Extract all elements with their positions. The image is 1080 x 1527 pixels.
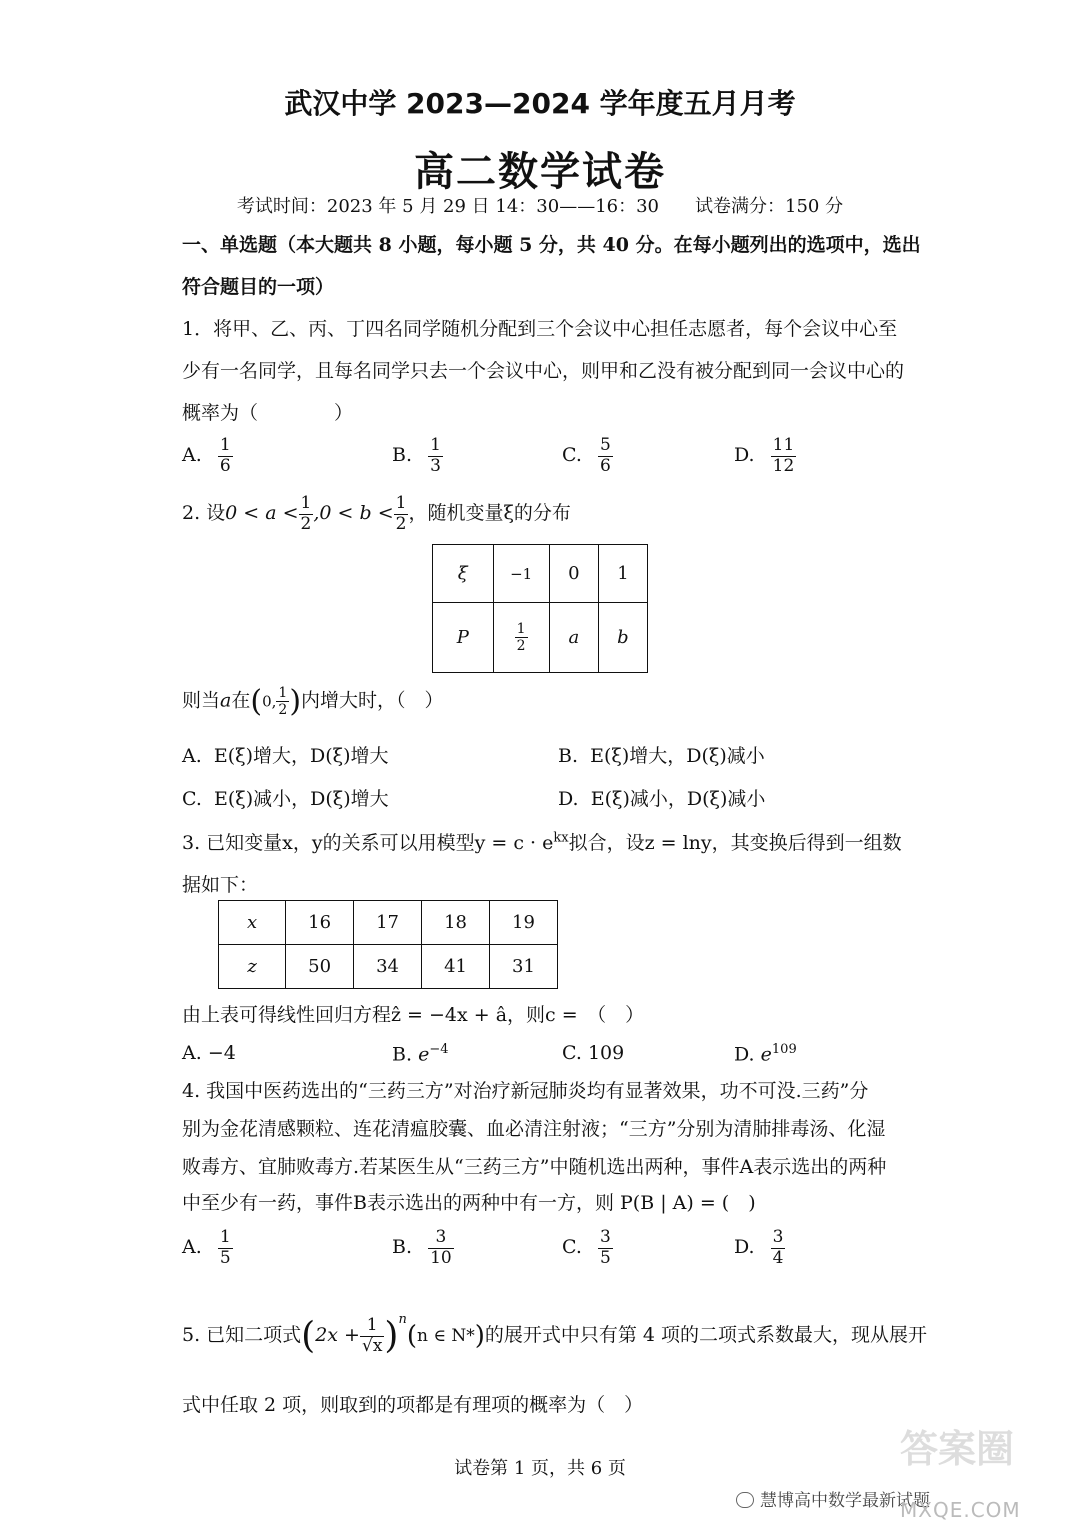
fraction: $\frac{1}{6}$ bbox=[219, 435, 231, 476]
q4-option-c: C. $\frac{3}{5}$ bbox=[562, 1227, 611, 1268]
fraction: $\frac{1}{2}$ bbox=[395, 493, 407, 534]
fraction: $\frac{1}{3}$ bbox=[430, 435, 441, 476]
table-cell: 0 bbox=[549, 545, 598, 603]
table-cell: 18 bbox=[422, 901, 490, 945]
q2-stem: 2. 设0 < a < $\frac{1}{2}$ ,0 < b < $\frac{1}{2}$ ，随机变量ξ的分布 bbox=[182, 493, 571, 534]
fraction: $\frac{1}{5}$ bbox=[219, 1227, 231, 1268]
wechat-icon bbox=[736, 1492, 754, 1508]
section-heading-line2: 符合题目的一项） bbox=[182, 276, 335, 298]
q1-line1: 1．将甲、乙、丙、丁四名同学随机分配到三个会议中心担任志愿者，每个会议中心至 bbox=[182, 318, 898, 340]
site-watermark: MXQE.COM bbox=[900, 1498, 1021, 1522]
q4-option-a: A. $\frac{1}{5}$ bbox=[182, 1227, 231, 1268]
option-label: A. bbox=[182, 444, 202, 467]
fraction: $\frac{3}{5}$ bbox=[599, 1227, 611, 1268]
q5-line2: 式中任取 2 项，则取到的项都是有理项的概率为（ ） bbox=[182, 1394, 644, 1416]
q3-data-table bbox=[218, 900, 558, 989]
q2-option-d: D. E(ξ)减小，D(ξ)减小 bbox=[558, 788, 766, 810]
q3-option-d: D. $e^{109}$ bbox=[734, 1042, 797, 1066]
fraction: $\frac{5}{6}$ bbox=[599, 435, 611, 476]
q1-option-c bbox=[562, 436, 613, 476]
table-cell: P bbox=[433, 603, 494, 673]
exam-title: 武汉中学 2023—2024 学年度五月月考 bbox=[284, 87, 796, 120]
table-cell: 31 bbox=[490, 945, 558, 989]
fraction: $\frac{11}{12}$ bbox=[772, 435, 795, 476]
q2-option-c: C. E(ξ)减小，D(ξ)增大 bbox=[182, 788, 389, 810]
table-cell: 41 bbox=[422, 945, 490, 989]
q4-option-b: B. $\frac{3}{10}$ bbox=[392, 1227, 452, 1268]
table-cell: a bbox=[549, 603, 598, 673]
fraction: $\frac{3}{4}$ bbox=[772, 1227, 784, 1268]
table-cell: 1 bbox=[598, 545, 647, 603]
q1-option-b bbox=[392, 436, 443, 476]
fraction: $\frac{1}{2}$ bbox=[278, 684, 288, 718]
table-cell: ξ bbox=[433, 545, 494, 603]
fraction: $\frac{3}{10}$ bbox=[430, 1227, 452, 1268]
stamp-watermark: 答案圈 bbox=[900, 1427, 1015, 1471]
table-cell: −1 bbox=[493, 545, 549, 603]
q2-distribution-table bbox=[432, 544, 648, 673]
q4-line2: 别为金花清感颗粒、连花清瘟胶囊、血必清注射液；“三方”分别为清肺排毒汤、化湿 bbox=[182, 1118, 886, 1140]
option-label: B. bbox=[392, 444, 413, 467]
table-cell: 50 bbox=[286, 945, 354, 989]
q3-option-c: C. 109 bbox=[562, 1042, 625, 1064]
table-cell: x bbox=[219, 901, 286, 945]
table-cell: 19 bbox=[490, 901, 558, 945]
q2-ask: 则当a在(0, $\frac{1}{2}$ )内增大时，（ ） bbox=[182, 684, 444, 719]
q4-line4: 中至少有一药，事件B表示选出的两种中有一方，则 P(B | A) = ( ) bbox=[182, 1192, 756, 1214]
section-heading-line1: 一、单选题（本大题共 8 小题，每小题 5 分，共 40 分。在每小题列出的选项中，选出 bbox=[182, 234, 921, 256]
table-cell: 16 bbox=[286, 901, 354, 945]
q1-option-a bbox=[182, 436, 233, 476]
q3-option-b: B. $e^{-4}$ bbox=[392, 1042, 449, 1066]
wechat-watermark: 慧博高中数学最新试题 bbox=[736, 1486, 930, 1511]
option-label: C. bbox=[562, 444, 582, 467]
q3-option-a: A. −4 bbox=[182, 1042, 236, 1064]
q2-option-a: A. E(ξ)增大，D(ξ)增大 bbox=[182, 745, 389, 767]
table-cell: 17 bbox=[354, 901, 422, 945]
q5-line1: 5. 已知二项式(2x + $\frac{1}{√x}$ )$^n$(n ∈ N*)的展开式中只有第 4 项的二项式系数最大，现从展开 bbox=[182, 1312, 928, 1357]
table-cell: b bbox=[598, 603, 647, 673]
fraction: $\frac{1}{√x}$ bbox=[361, 1314, 383, 1356]
q2-option-b: B. E(ξ)增大，D(ξ)减小 bbox=[558, 745, 765, 767]
fraction: $\frac{1}{2}$ bbox=[300, 493, 312, 534]
page-number: 试卷第 1 页，共 6 页 bbox=[454, 1458, 626, 1479]
table-cell: $\frac{1}{2}$ bbox=[493, 603, 549, 673]
table-cell: z bbox=[219, 945, 286, 989]
exam-info: 考试时间：2023 年 5 月 29 日 14：30——16：30 试卷满分：150 分 bbox=[236, 196, 844, 217]
q3-line1: 3. 已知变量x，y的关系可以用模型$y = c \cdot e^{kx}$拟合，设z = lny，其变换后得到一组数 bbox=[182, 830, 902, 854]
q4-line1: 4. 我国中医药选出的“三药三方”对治疗新冠肺炎均有显著效果，功不可没.三药”分 bbox=[182, 1080, 869, 1102]
q1-line2: 少有一名同学，且每名同学只去一个会议中心，则甲和乙没有被分配到同一会议中心的 bbox=[182, 360, 905, 382]
q4-line3: 败毒方、宜肺败毒方.若某医生从“三药三方”中随机选出两种，事件A表示选出的两种 bbox=[182, 1156, 887, 1178]
q4-option-d: D. $\frac{3}{4}$ bbox=[734, 1227, 784, 1268]
q1-line3: 概率为（ ） bbox=[182, 402, 354, 424]
q3-line2: 据如下： bbox=[182, 874, 259, 896]
q1-option-d bbox=[734, 436, 796, 476]
option-label: D. bbox=[734, 444, 755, 467]
exam-subtitle: 高二数学试卷 bbox=[414, 149, 666, 195]
table-cell: 34 bbox=[354, 945, 422, 989]
q3-line3: 由上表可得线性回归方程ẑ = −4x + â，则c = （ ） bbox=[182, 1004, 645, 1026]
